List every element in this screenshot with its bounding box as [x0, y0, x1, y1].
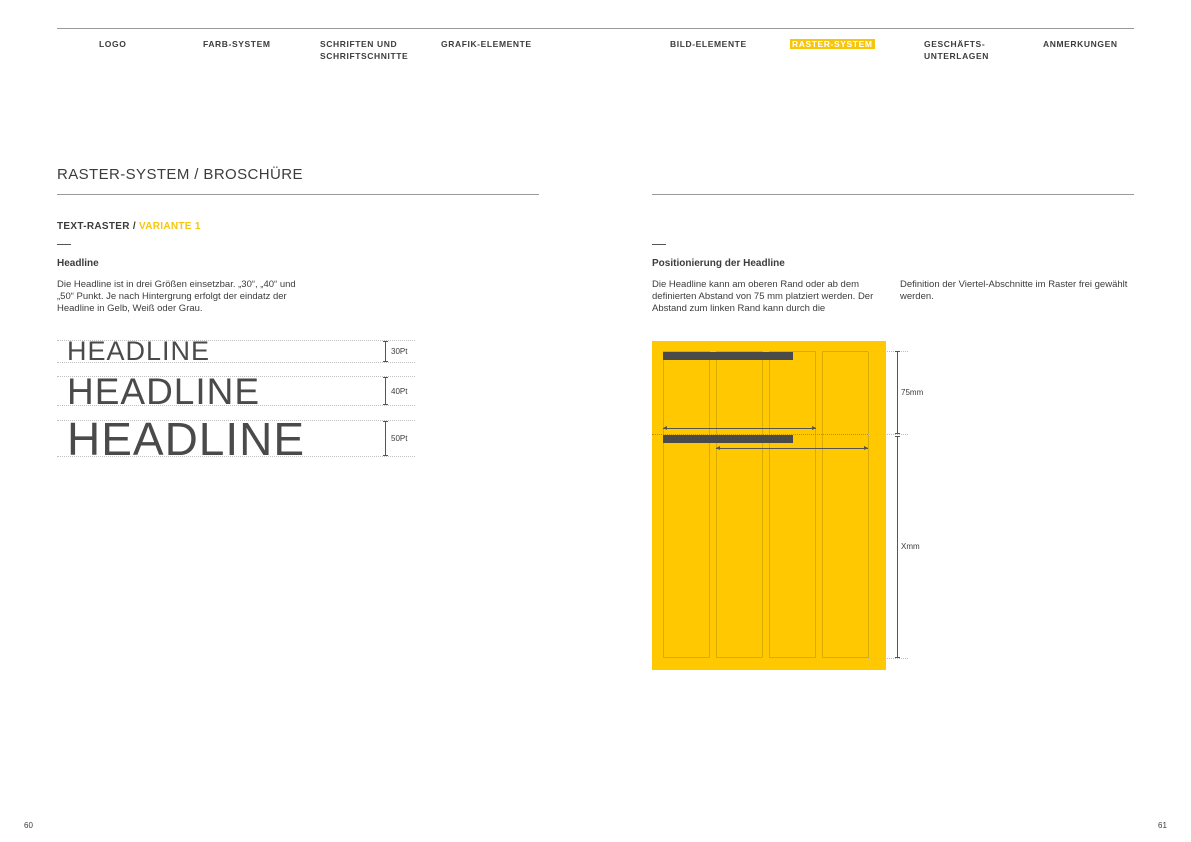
- nav-raster-system[interactable]: RASTER-SYSTEM: [792, 39, 873, 49]
- positioning-body-col1: Die Headline kann am oberen Rand oder ab dem definierten Abstand von 75 mm platziert werden. Der Abstand zum linken Rand kann durch die: [652, 279, 874, 314]
- dimension-xmm: [897, 436, 898, 658]
- left-short-dash: [57, 244, 71, 245]
- nav-schriften[interactable]: SCHRIFTEN UND SCHRIFTSCHNITTE: [320, 39, 409, 61]
- page-number-left: 60: [24, 821, 33, 830]
- dimension-label-xmm: Xmm: [901, 542, 920, 551]
- right-short-dash: [652, 244, 666, 245]
- positioning-body-col2: Definition der Viertel-Abschnitte im Raster frei gewählt werden.: [900, 279, 1128, 302]
- headline-placeholder-bottom: [663, 435, 793, 443]
- headline-body-text: Die Headline ist in drei Größen einsetzbar. „30“, „40“ und „50“ Punkt. Je nach Hintergrung erfolgt der eindatz der Headline in Gelb, Weiß oder Grau.: [57, 279, 296, 314]
- headline-sample-40: HEADLINE: [67, 371, 261, 412]
- nav-logo[interactable]: LOGO: [99, 39, 127, 49]
- headline-label: Headline: [57, 258, 99, 269]
- headline-sample-30: HEADLINE: [67, 336, 211, 366]
- positioning-label: Positionierung der Headline: [652, 258, 785, 269]
- size-marker-50: [385, 421, 386, 456]
- nav-geschaeftsunterlagen[interactable]: GESCHÄFTS- UNTERLAGEN: [924, 39, 990, 61]
- dimension-guide: [868, 658, 908, 659]
- grid-column: [822, 351, 869, 658]
- nav-grafik-elemente[interactable]: GRAFIK-ELEMENTE: [441, 39, 532, 49]
- nav-farb-system[interactable]: FARB-SYSTEM: [203, 39, 271, 49]
- headline-sample-50: HEADLINE: [67, 413, 306, 465]
- dimension-guide: [868, 351, 908, 352]
- page-number-right: 61: [1158, 821, 1167, 830]
- grid-column: [769, 351, 816, 658]
- sub-title: [57, 221, 201, 232]
- size-marker-30: [385, 341, 386, 362]
- top-rule: [57, 28, 1134, 29]
- dimension-label-75mm: 75mm: [901, 388, 924, 397]
- headline-placeholder-top: [663, 352, 793, 360]
- size-label-30: 30Pt: [391, 347, 408, 356]
- width-arrow-bottom: [716, 448, 868, 449]
- size-label-40: 40Pt: [391, 387, 408, 396]
- nav-anmerkungen[interactable]: ANMERKUNGEN: [1043, 39, 1118, 49]
- size-label-50: 50Pt: [391, 434, 408, 443]
- dimension-guide: [868, 434, 908, 435]
- section-title: RASTER-SYSTEM / BROSCHÜRE: [57, 166, 303, 183]
- left-section-rule: [57, 194, 539, 195]
- grid-column: [716, 351, 763, 658]
- sub-title-accent: VARIANTE 1: [138, 221, 201, 232]
- right-section-rule: [652, 194, 1134, 195]
- sub-title-prefix: TEXT-RASTER /: [57, 221, 139, 232]
- dimension-75mm: [897, 351, 898, 434]
- size-marker-40: [385, 377, 386, 405]
- nav-bild-elemente[interactable]: BILD-ELEMENTE: [670, 39, 747, 49]
- grid-column: [663, 351, 710, 658]
- width-arrow-top: [663, 428, 816, 429]
